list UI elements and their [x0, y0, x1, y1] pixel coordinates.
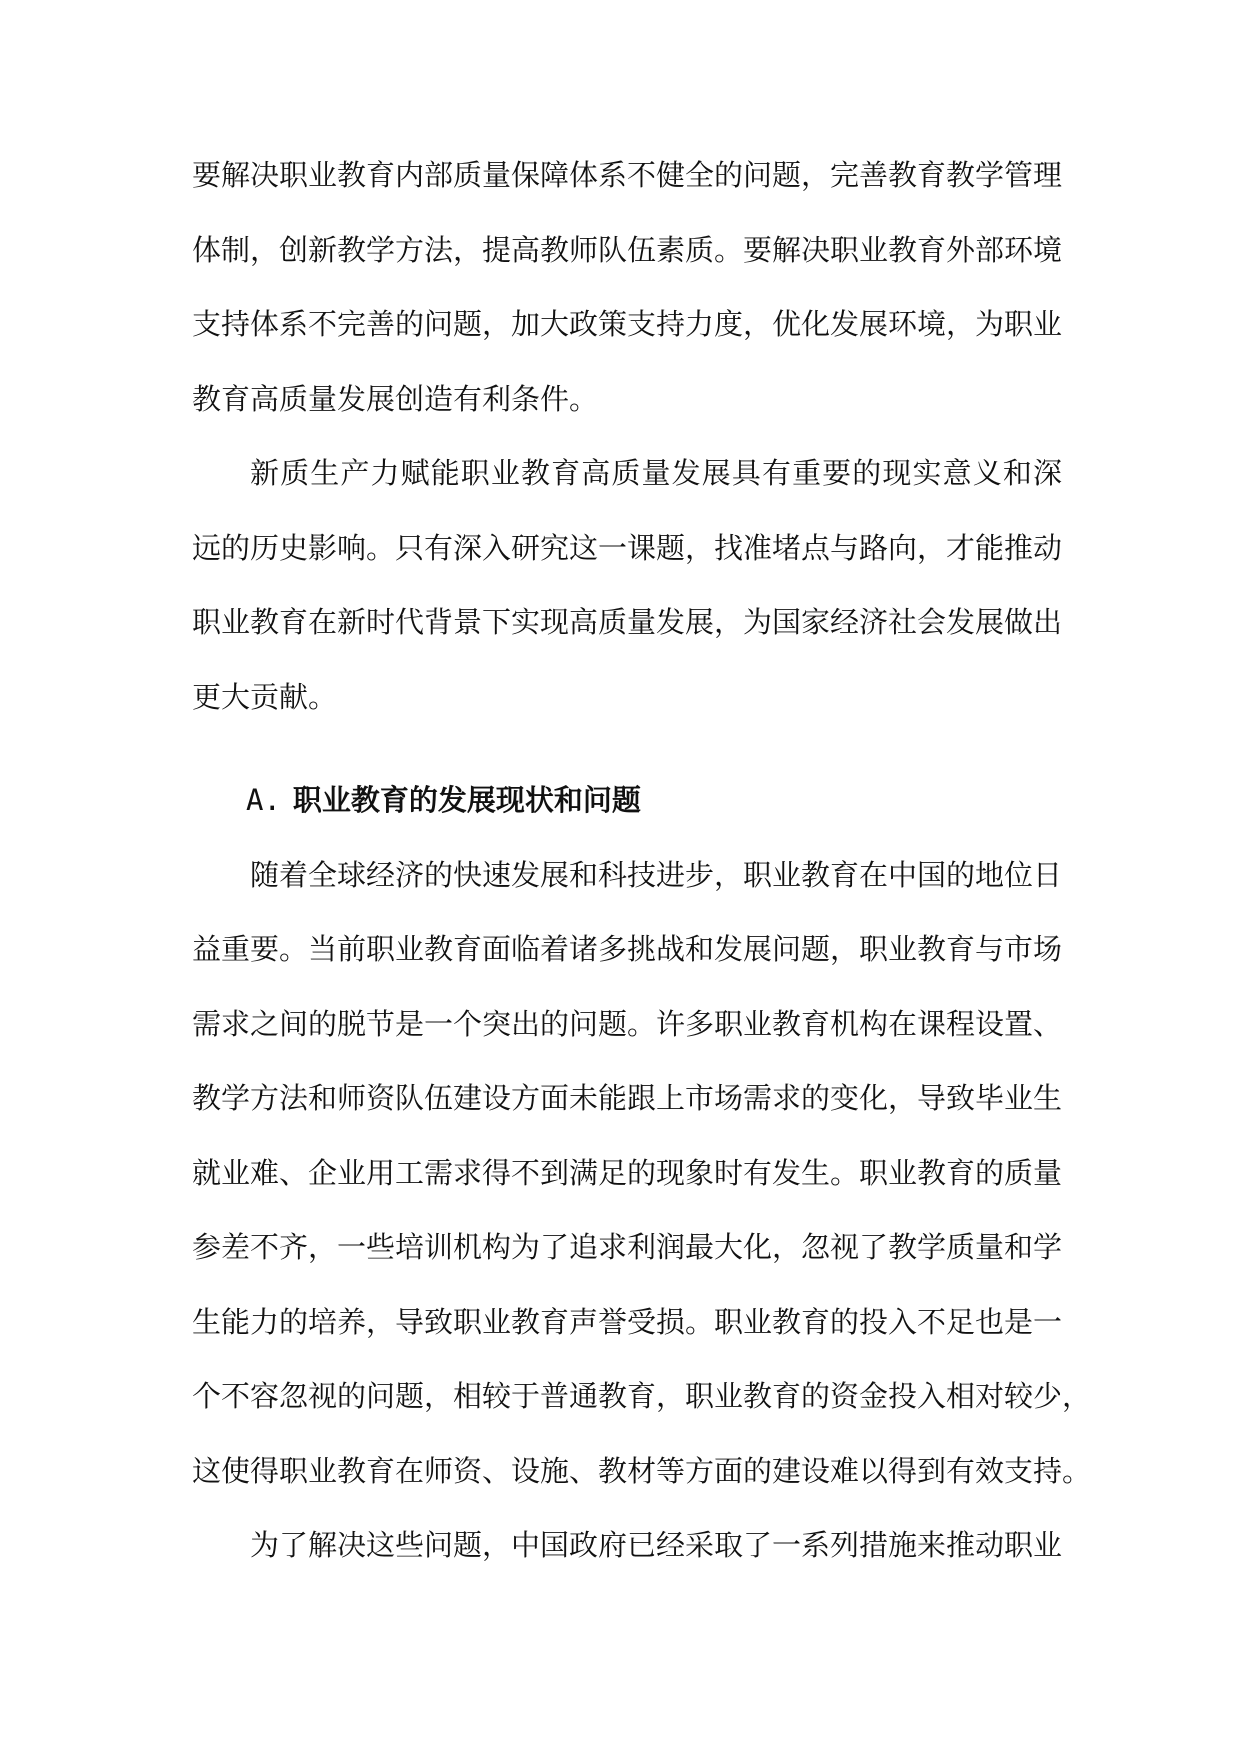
text-line: 教学方法和师资队伍建设方面未能跟上市场需求的变化，导致毕业生 [192, 1081, 1063, 1115]
text-line: 远的历史影响。只有深入研究这一课题，找准堵点与路向，才能推动 [192, 530, 1063, 565]
text-line: 随着全球经济的快速发展和科技进步，职业教育在中国的地位日 [250, 857, 1063, 892]
text-line: 支持体系不完善的问题，加大政策支持力度，优化发展环境，为职业 [192, 307, 1063, 341]
text-line: 参差不齐，一些培训机构为了追求利润最大化，忽视了教学质量和学 [192, 1230, 1063, 1264]
text-line: 为了解决这些问题，中国政府已经采取了一系列措施来推动职业 [250, 1528, 1063, 1562]
page-body [192, 138, 1092, 1583]
section-heading [192, 763, 1062, 838]
text-line: 个不容忽视的问题，相较于普通教育，职业教育的资金投入相对较少， [192, 1379, 1092, 1413]
text-line: 这使得职业教育在师资、设施、教材等方面的建设难以得到有效支持。 [192, 1453, 1092, 1488]
paragraph-government-measures [192, 1508, 1062, 1583]
text-line: 就业难、企业用工需求得不到满足的现象时有发生。职业教育的质量 [192, 1155, 1063, 1190]
section-title: 职业教育的发展现状和问题 [292, 783, 641, 817]
paragraph-quality-issues [192, 138, 1062, 436]
text-line: 益重要。当前职业教育面临着诸多挑战和发展问题，职业教育与市场 [192, 932, 1063, 966]
paragraph-significance [192, 436, 1062, 734]
text-line: 教育高质量发展创造有利条件。 [192, 381, 599, 416]
paragraph-current-status [192, 838, 1092, 1509]
text-line: 职业教育在新时代背景下实现高质量发展，为国家经济社会发展做出 [192, 605, 1063, 639]
text-line: 生能力的培养，导致职业教育声誉受损。职业教育的投入不足也是一 [192, 1304, 1063, 1339]
text-line: 更大贡献。 [192, 679, 338, 714]
text-line: 新质生产力赋能职业教育高质量发展具有重要的现实意义和深 [250, 456, 1062, 490]
text-line: 需求之间的脱节是一个突出的问题。许多职业教育机构在课程设置、 [192, 1006, 1063, 1041]
section-number: A. [246, 783, 281, 817]
text-line: 体制，创新教学方法，提高教师队伍素质。要解决职业教育外部环境 [192, 232, 1063, 267]
text-line: 要解决职业教育内部质量保障体系不健全的问题，完善教育教学管理 [192, 158, 1063, 192]
